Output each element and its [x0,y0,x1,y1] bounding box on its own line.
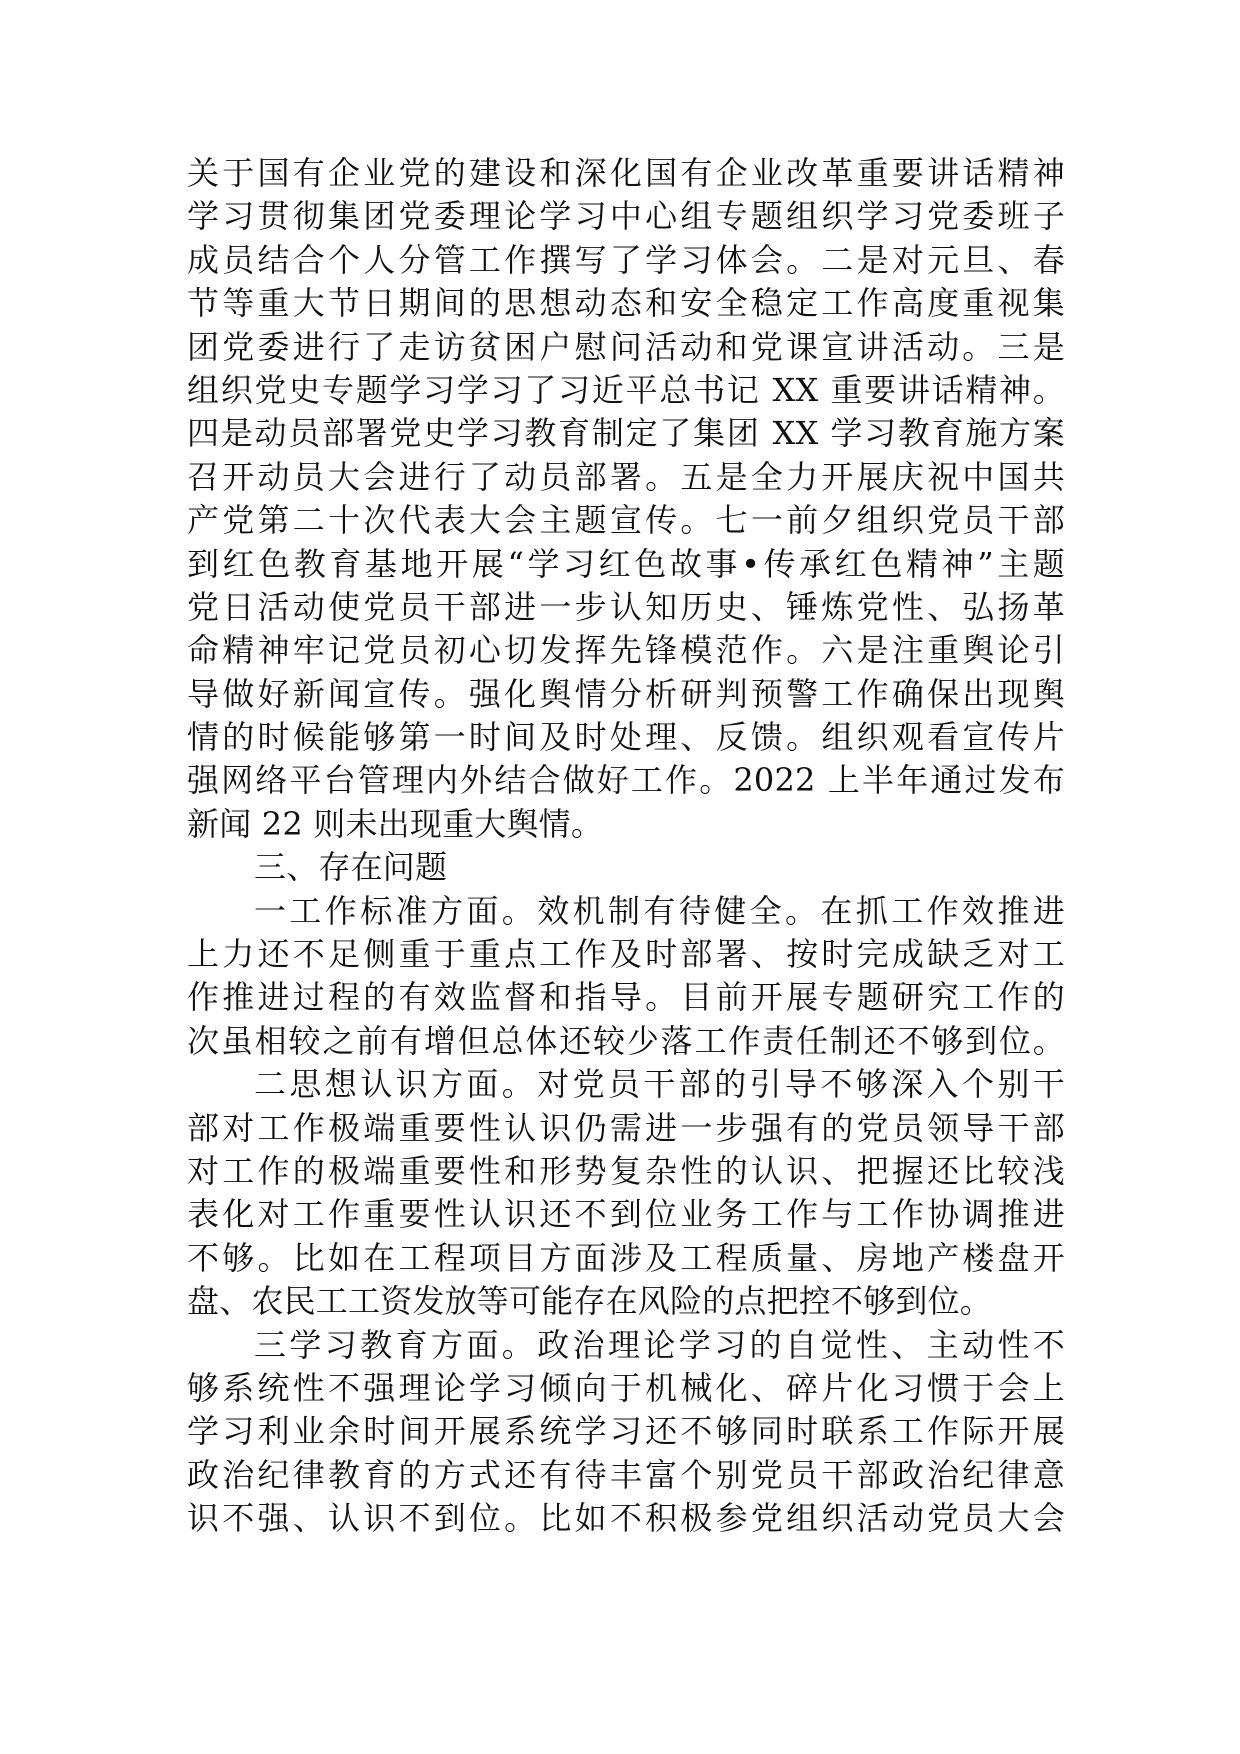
text-line: 够系统性不强理论学习倾向于机械化、碎片化习惯于会上 [187,1368,1065,1407]
text-line: 情的时候能够第一时间及时处理、反馈。组织观看宣传片 [187,718,1065,757]
text-line: 政治纪律教育的方式还有待丰富个别党员干部政治纪律意 [187,1455,1065,1494]
text-line: 到红色教育基地开展“学习红色故事•传承红色精神”主题 [187,544,1065,583]
text-line: 关于国有企业党的建设和深化国有企业改革重要讲话精神 [187,154,1065,192]
text-line: 盘、农民工工资发放等可能存在风险的点把控不够到位。 [187,1282,993,1321]
text-line: 成员结合个人分管工作撰写了学习体会。二是对元旦、春 [187,240,1065,279]
text-line: 一工作标准方面。效机制有待健全。在抓工作效推进 [254,891,1065,930]
text-line: 识不强、认识不到位。比如不积极参党组织活动党员大会 [187,1499,1065,1538]
text-line: 组织党史专题学习学习了习近平总书记 XX 重要讲话精神。 [187,370,1065,409]
text-line: 召开动员大会进行了动员部署。五是全力开展庆祝中国共 [187,457,1065,496]
text-line: 部对工作极端重要性认识仍需进一步强有的党员领导干部 [187,1108,1065,1147]
text-line: 导做好新闻宣传。强化舆情分析研判预警工作确保出现舆 [187,674,1065,713]
text-line: 表化对工作重要性认识还不到位业务工作与工作协调推进 [187,1195,1065,1234]
text-line: 节等重大节日期间的思想动态和安全稳定工作高度重视集 [187,284,1065,323]
text-line: 上力还不足侧重于重点工作及时部署、按时完成缺乏对工 [187,935,1065,974]
text-line: 党日活动使党员干部进一步认知历史、锤炼党性、弘扬革 [187,587,1065,626]
text-line: 四是动员部署党史学习教育制定了集团 XX 学习教育施方案 [187,414,1065,453]
text-line: 命精神牢记党员初心切发挥先锋模范作。六是注重舆论引 [187,631,1065,670]
text-line: 不够。比如在工程项目方面涉及工程质量、房地产楼盘开 [187,1238,1065,1277]
section-heading: 三、存在问题 [254,848,448,887]
text-line: 作推进过程的有效监督和指导。目前开展专题研究工作的 [187,978,1065,1017]
text-line: 学习贯彻集团党委理论学习中心组专题组织学习党委班子 [187,197,1065,236]
text-line: 强网络平台管理内外结合做好工作。2022 上半年通过发布 [187,761,1065,800]
text-line: 三学习教育方面。政治理论学习的自觉性、主动性不 [254,1325,1065,1364]
text-line: 对工作的极端重要性和形势复杂性的认识、把握还比较浅 [187,1151,1065,1190]
text-line: 产党第二十次代表大会主题宣传。七一前夕组织党员干部 [187,501,1065,540]
text-line: 学习利业余时间开展系统学习还不够同时联系工作际开展 [187,1412,1065,1451]
text-line: 二思想认识方面。对党员干部的引导不够深入个别干 [254,1065,1065,1104]
text-line: 新闻 22 则未出现重大舆情。 [187,804,604,843]
text-line: 次虽相较之前有增但总体还较少落工作责任制还不够到位。 [187,1021,1065,1060]
text-line: 团党委进行了走访贫困户慰问活动和党课宣讲活动。三是 [187,327,1065,366]
document-body [187,152,1065,1541]
